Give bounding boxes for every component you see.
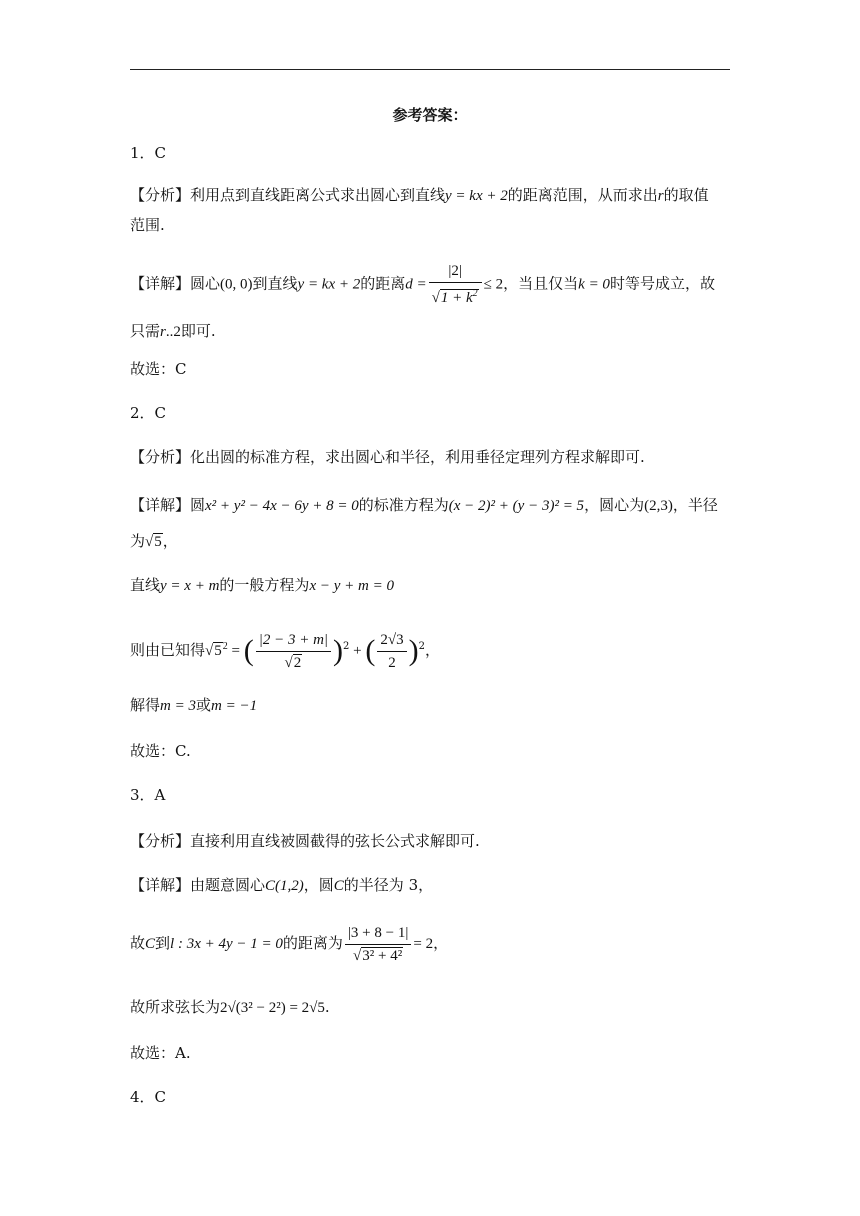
q1-choice: 故选：C [130,360,187,378]
q3-number: 3．A [130,786,166,804]
q1-detail-cont: 只需r..2即可. [130,322,216,340]
q2-detail: 【详解】圆x² + y² − 4x − 6y + 8 = 0的标准方程为(x − 2)² + (y − 3)² = 5，圆心为(2,3)，半径 [130,496,718,514]
q1-distance-fraction: $\frac{|2|}{√1 + k^2}$ [429,260,482,309]
q3-choice: 故选：A. [130,1044,191,1062]
q3-chord: 故所求弦长为2√(3² − 2²) = 2√5. [130,998,330,1016]
q2-choice: 故选：C. [130,742,191,760]
q1-number: 1．C [130,144,167,162]
q3-analysis: 【分析】直接利用直线被圆截得的弦长公式求解即可. [130,832,480,850]
q2-number: 2．C [130,404,167,422]
page-title: 参考答案： [392,106,468,124]
q2-detail-cont: 为√5， [130,532,178,550]
q1-analysis: 【分析】利用点到直线距离公式求出圆心到直线y = kx + 2的距离范围，从而求出r的取值 [130,186,709,204]
q3-distance: 故C到l : 3x + 4y − 1 = 0的距离为 $\frac{|3 + 8 - 1|}{\text{√3² + 4²}}$ = 2， [130,920,448,967]
q2-equation: 则由已知得$√5^2$ = ( $\frac{|2 - 3 + m|}{√2}$ )$^2$ + ( $\frac{2√3}{2}$ )$^2$， [130,624,440,674]
q2-solution: 解得m = 3或m = −1 [130,696,258,714]
q1-analysis-cont: 范围. [130,216,165,234]
q3-detail: 【详解】由题意圆心C(1,2)，圆C的半径为 3， [130,876,434,894]
q1-detail: 【详解】圆心(0, 0)到直线y = kx + 2的距离d = $\frac{|2|}{√1 + k^2}$ ≤ 2，当且仅当k = 0时等号成立，故 [130,260,715,309]
q2-line: 直线y = x + m的一般方程为x − y + m = 0 [130,576,394,594]
header-rule [130,69,730,70]
q2-analysis: 【分析】化出圆的标准方程，求出圆心和半径，利用垂径定理列方程求解即可. [130,448,645,466]
q4-number: 4．C [130,1088,167,1106]
